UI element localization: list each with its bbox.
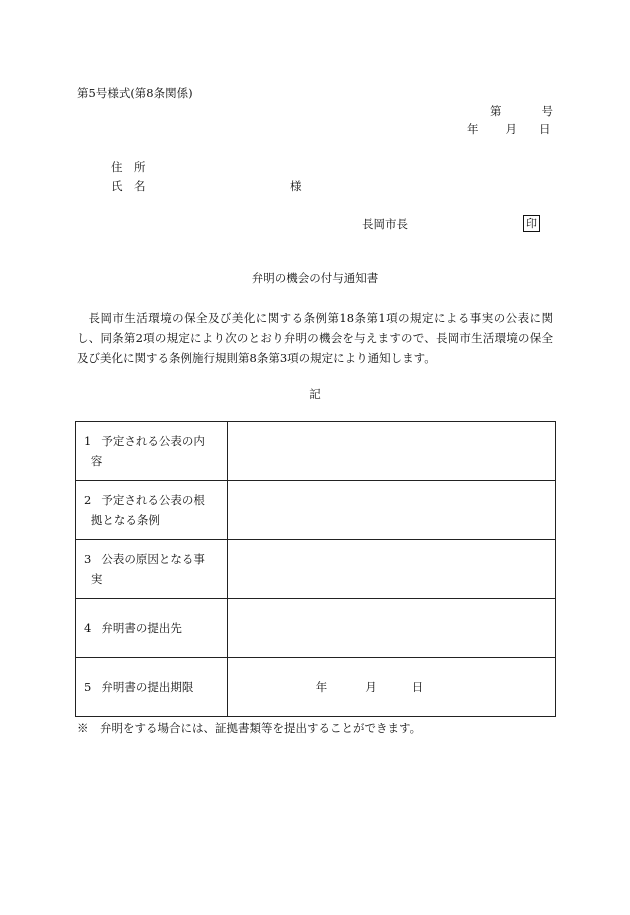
item-label-line1: 弁明書の提出期限: [101, 680, 194, 694]
item-label: [76, 540, 228, 599]
doc-no-suffix: 号: [541, 104, 553, 118]
item-value[interactable]: [228, 422, 556, 481]
item-value[interactable]: [228, 481, 556, 540]
item-label: [76, 422, 228, 481]
item-label: [76, 599, 228, 658]
item-label-line1: 弁明書の提出先: [101, 621, 182, 635]
item-label-line2: 拠となる条例: [90, 513, 160, 527]
item-number: 3: [84, 552, 92, 566]
item-number: 2: [84, 493, 92, 507]
item-number: 1: [84, 434, 92, 448]
item-number: 5: [84, 680, 92, 694]
footnote: ※ 弁明をする場合には、証拠書類等を提出することができます。: [77, 721, 422, 735]
deadline-year: 年: [315, 680, 328, 694]
item-number: 4: [84, 621, 92, 635]
item-value[interactable]: [228, 599, 556, 658]
items-table: [75, 421, 556, 717]
ki-mark: 記: [309, 387, 321, 401]
date-month: 月: [505, 122, 517, 136]
doc-no-prefix: 第: [490, 104, 502, 118]
table-row: [76, 540, 556, 599]
table-row: [76, 481, 556, 540]
item-label-line2: 容: [90, 454, 103, 468]
item-value[interactable]: [228, 540, 556, 599]
honorific: 様: [290, 179, 302, 193]
date-year: 年: [467, 122, 479, 136]
item-label-line1: 予定される公表の根: [101, 493, 205, 507]
document-date: [467, 124, 551, 136]
seal-icon: 印: [523, 215, 540, 232]
table-row: [76, 422, 556, 481]
table-row: [76, 599, 556, 658]
item-label-line2: 実: [90, 572, 103, 586]
deadline-date: [228, 679, 555, 695]
item-label-line1: 公表の原因となる事: [101, 552, 205, 566]
deadline-day: 日: [411, 680, 424, 694]
address-label: 住 所: [111, 160, 146, 174]
seal-mark: [523, 215, 540, 232]
deadline-month: 月: [365, 680, 377, 694]
item-label-line1: 予定される公表の内: [101, 434, 205, 448]
deadline-value[interactable]: [228, 658, 556, 717]
table-row: [76, 658, 556, 717]
name-label: 氏 名: [111, 179, 146, 193]
item-label: [76, 481, 228, 540]
document-number: [490, 106, 553, 118]
date-day: 日: [539, 122, 551, 136]
body-paragraph: 長岡市生活環境の保全及び美化に関する条例第18条第1項の規定による事実の公表に関し、同条第2項の規定により次のとおり弁明の機会を与えますので、長岡市生活環境の保全及び美化に関する条例施行規則第8条第3項の規定により通知します。: [77, 311, 553, 365]
form-number: 第5号様式(第8条関係): [77, 86, 193, 100]
sender-title: 長岡市長: [362, 217, 408, 231]
item-label: [76, 658, 228, 717]
document-title: 弁明の機会の付与通知書: [251, 271, 379, 285]
